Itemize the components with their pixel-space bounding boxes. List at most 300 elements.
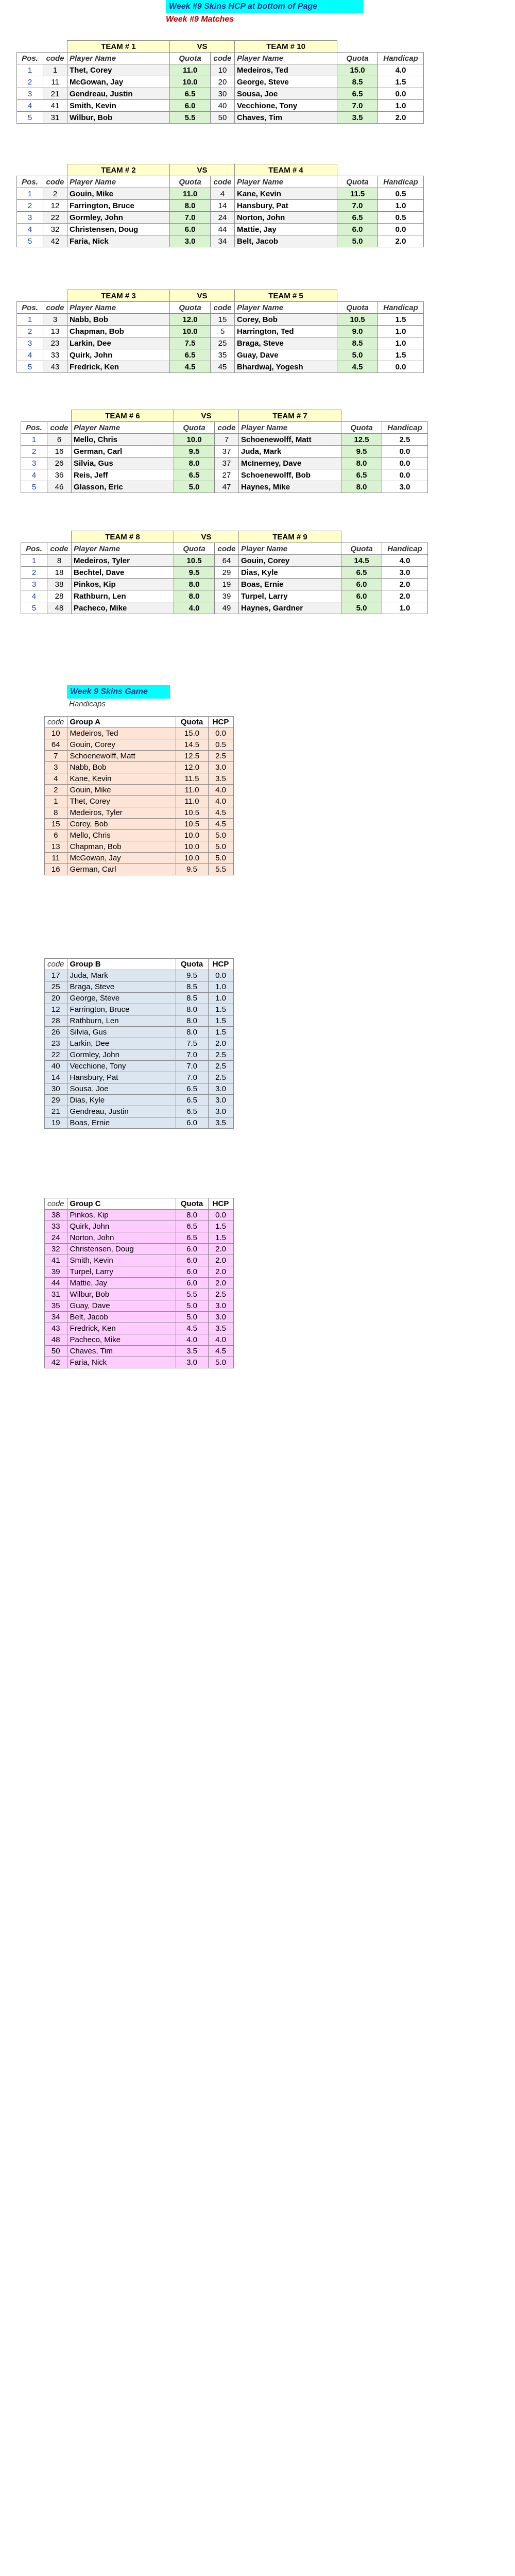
player-code-cell: 19	[215, 579, 239, 590]
code-header: code	[45, 1198, 67, 1210]
player-name-cell: Larkin, Dee	[67, 337, 170, 349]
match-table	[21, 410, 428, 493]
table-row	[45, 762, 234, 773]
quota-cell: 10.5	[176, 819, 208, 830]
pos-header: Pos.	[21, 543, 47, 555]
table-row	[17, 361, 424, 373]
team-left-label: TEAM # 2	[67, 164, 170, 176]
player-name-cell: Christensen, Doug	[67, 224, 170, 235]
position-cell: 2	[17, 76, 43, 88]
table-row	[45, 1083, 234, 1095]
quota-cell: 4.5	[176, 1323, 208, 1334]
player-code-cell: 38	[45, 1210, 67, 1221]
group-name: Group A	[67, 717, 176, 728]
quota-cell: 8.5	[176, 981, 208, 993]
player-name-cell: Fredrick, Ken	[67, 361, 170, 373]
table-row	[21, 457, 428, 469]
player-code-cell: 34	[45, 1312, 67, 1323]
quota-cell: 10.5	[176, 807, 208, 819]
player-name-cell: Gendreau, Justin	[67, 1106, 176, 1117]
hcp-cell: 2.5	[208, 751, 233, 762]
player-name-cell: Chapman, Bob	[67, 326, 170, 337]
player-code-cell: 43	[45, 1323, 67, 1334]
player-name-cell: Boas, Ernie	[239, 579, 341, 590]
quota-cell: 12.5	[176, 751, 208, 762]
player-name-cell: George, Steve	[67, 993, 176, 1004]
blank-cell	[21, 531, 72, 543]
table-row	[45, 970, 234, 981]
hcp-cell: 1.5	[208, 1015, 233, 1027]
player-name-cell: Schoenewolff, Matt	[67, 751, 176, 762]
position-cell: 3	[21, 579, 47, 590]
player-code-cell: 29	[45, 1095, 67, 1106]
table-row	[45, 1210, 234, 1221]
player-code-cell: 48	[45, 1334, 67, 1346]
player-name-cell: Gouin, Corey	[67, 739, 176, 751]
team-right-label: TEAM # 9	[239, 531, 341, 543]
player-name-cell: Wilbur, Bob	[67, 112, 170, 124]
blank-cell	[17, 164, 67, 176]
name-header: Player Name	[67, 53, 170, 64]
handicap-cell: 0.5	[378, 188, 424, 200]
player-code-cell: 4	[211, 188, 235, 200]
player-code-cell: 21	[43, 88, 67, 100]
handicap-cell: 4.0	[378, 64, 424, 76]
quota-cell: 10.0	[176, 841, 208, 853]
player-name-cell: Gormley, John	[67, 212, 170, 224]
player-name-cell: Thet, Corey	[67, 796, 176, 807]
quota-cell: 5.0	[337, 349, 378, 361]
hcp-cell: 4.0	[208, 785, 233, 796]
quota-cell: 7.0	[176, 1072, 208, 1083]
player-name-cell: Mattie, Jay	[235, 224, 337, 235]
player-code-cell: 10	[211, 64, 235, 76]
quota-cell: 6.5	[176, 1106, 208, 1117]
player-code-cell: 6	[45, 830, 67, 841]
table-row	[45, 830, 234, 841]
player-name-cell: Harrington, Ted	[235, 326, 337, 337]
quota-cell: 6.5	[174, 469, 215, 481]
handicap-cell: 0.0	[382, 446, 428, 457]
player-code-cell: 18	[47, 567, 72, 579]
player-code-cell: 19	[45, 1117, 67, 1129]
table-row	[17, 235, 424, 247]
position-cell: 1	[17, 64, 43, 76]
position-cell: 3	[17, 88, 43, 100]
position-cell: 4	[21, 590, 47, 602]
quota-cell: 7.0	[176, 1049, 208, 1061]
handicap-cell: 0.5	[378, 212, 424, 224]
table-row	[45, 796, 234, 807]
quota-cell: 5.0	[337, 235, 378, 247]
quota-cell: 15.0	[337, 64, 378, 76]
hcp-cell: 4.0	[208, 1334, 233, 1346]
player-code-cell: 26	[45, 1027, 67, 1038]
player-code-cell: 13	[45, 841, 67, 853]
position-cell: 1	[17, 314, 43, 326]
player-name-cell: Medeiros, Tyler	[67, 807, 176, 819]
player-code-cell: 41	[43, 100, 67, 112]
team-header-row	[21, 410, 428, 422]
quota-cell: 4.0	[174, 602, 215, 614]
player-code-cell: 24	[211, 212, 235, 224]
quota-cell: 8.0	[176, 1015, 208, 1027]
hcp-header: HCP	[208, 717, 233, 728]
handicap-cell: 1.0	[382, 602, 428, 614]
player-name-cell: Pinkos, Kip	[67, 1210, 176, 1221]
player-code-cell: 30	[211, 88, 235, 100]
group-header-row	[45, 717, 234, 728]
quota-header: Quota	[341, 422, 382, 434]
player-code-cell: 31	[43, 112, 67, 124]
match-table	[16, 164, 424, 247]
table-row	[21, 602, 428, 614]
player-name-cell: Norton, John	[235, 212, 337, 224]
quota-cell: 6.5	[337, 212, 378, 224]
blank-cell	[337, 290, 424, 302]
player-code-cell: 35	[211, 349, 235, 361]
quota-cell: 6.0	[176, 1266, 208, 1278]
table-row	[45, 1232, 234, 1244]
quota-header: Quota	[337, 53, 378, 64]
quota-cell: 9.5	[176, 970, 208, 981]
handicap-cell: 2.0	[382, 590, 428, 602]
quota-cell: 11.0	[176, 796, 208, 807]
player-code-cell: 43	[43, 361, 67, 373]
group-name: Group C	[67, 1198, 176, 1210]
hcp-cell: 1.5	[208, 1027, 233, 1038]
hcp-cell: 3.0	[208, 1312, 233, 1323]
player-name-cell: Sousa, Joe	[235, 88, 337, 100]
player-name-cell: Kane, Kevin	[67, 773, 176, 785]
match-table	[21, 531, 428, 614]
quota-cell: 4.0	[176, 1334, 208, 1346]
blank-cell	[17, 290, 67, 302]
player-name-cell: Kane, Kevin	[235, 188, 337, 200]
player-name-cell: Silvia, Gus	[67, 1027, 176, 1038]
player-code-cell: 41	[45, 1255, 67, 1266]
player-name-cell: Nabb, Bob	[67, 762, 176, 773]
player-name-cell: Chaves, Tim	[67, 1346, 176, 1357]
code-header: code	[215, 543, 239, 555]
hcp-cell: 0.5	[208, 739, 233, 751]
handicap-header: Handicap	[382, 422, 428, 434]
handicap-cell: 4.0	[382, 555, 428, 567]
player-code-cell: 28	[47, 590, 72, 602]
table-row	[45, 1106, 234, 1117]
table-row	[17, 88, 424, 100]
table-row	[45, 773, 234, 785]
quota-cell: 10.5	[174, 555, 215, 567]
player-code-cell: 2	[43, 188, 67, 200]
table-row	[17, 349, 424, 361]
quota-cell: 6.0	[341, 590, 382, 602]
hcp-cell: 2.0	[208, 1255, 233, 1266]
hcp-cell: 5.0	[208, 830, 233, 841]
handicap-cell: 0.0	[378, 224, 424, 235]
hcp-cell: 1.5	[208, 1221, 233, 1232]
hcp-cell: 5.0	[208, 853, 233, 864]
table-row	[17, 200, 424, 212]
quota-cell: 10.5	[337, 314, 378, 326]
player-name-cell: Hansbury, Pat	[235, 200, 337, 212]
quota-cell: 6.5	[337, 88, 378, 100]
player-name-cell: McInerney, Dave	[239, 457, 341, 469]
player-code-cell: 37	[215, 446, 239, 457]
quota-cell: 6.5	[176, 1221, 208, 1232]
position-cell: 1	[21, 434, 47, 446]
table-row	[45, 1049, 234, 1061]
player-code-cell: 39	[45, 1266, 67, 1278]
quota-cell: 7.0	[170, 212, 211, 224]
quota-cell: 10.0	[170, 76, 211, 88]
player-name-cell: Mattie, Jay	[67, 1278, 176, 1289]
handicap-cell: 1.0	[378, 326, 424, 337]
team-right-label: TEAM # 10	[235, 41, 337, 53]
player-code-cell: 16	[47, 446, 72, 457]
quota-cell: 9.5	[174, 567, 215, 579]
handicap-cell: 1.0	[378, 337, 424, 349]
table-row	[21, 567, 428, 579]
player-name-cell: Belt, Jacob	[235, 235, 337, 247]
code-header: code	[43, 176, 67, 188]
player-name-cell: Sousa, Joe	[67, 1083, 176, 1095]
player-name-cell: Schoenewolff, Bob	[239, 469, 341, 481]
hcp-header: HCP	[208, 959, 233, 970]
table-row	[45, 1095, 234, 1106]
handicap-cell: 2.0	[378, 235, 424, 247]
table-row	[45, 1346, 234, 1357]
hcp-cell: 0.0	[208, 1210, 233, 1221]
player-name-cell: Medeiros, Ted	[235, 64, 337, 76]
quota-cell: 9.0	[337, 326, 378, 337]
player-name-cell: Gormley, John	[67, 1049, 176, 1061]
position-cell: 5	[17, 361, 43, 373]
player-name-cell: McGowan, Jay	[67, 76, 170, 88]
hcp-cell: 1.0	[208, 993, 233, 1004]
player-code-cell: 6	[47, 434, 72, 446]
player-name-cell: Medeiros, Tyler	[72, 555, 174, 567]
player-name-cell: Rathburn, Len	[67, 1015, 176, 1027]
player-name-cell: Larkin, Dee	[67, 1038, 176, 1049]
table-row	[17, 188, 424, 200]
player-code-cell: 11	[45, 853, 67, 864]
player-name-cell: Braga, Steve	[235, 337, 337, 349]
hcp-cell: 1.5	[208, 1232, 233, 1244]
quota-cell: 12.0	[170, 314, 211, 326]
player-code-cell: 8	[45, 807, 67, 819]
player-code-cell: 23	[43, 337, 67, 349]
quota-header: Quota	[341, 543, 382, 555]
quota-cell: 5.5	[176, 1289, 208, 1300]
hcp-cell: 3.0	[208, 1106, 233, 1117]
skins-subtitle: Handicaps	[69, 700, 106, 708]
handicap-header: Handicap	[382, 543, 428, 555]
player-code-cell: 25	[211, 337, 235, 349]
column-header-row	[17, 176, 424, 188]
player-code-cell: 8	[47, 555, 72, 567]
player-code-cell: 30	[45, 1083, 67, 1095]
player-code-cell: 42	[45, 1357, 67, 1368]
table-row	[45, 1357, 234, 1368]
quota-cell: 8.0	[341, 457, 382, 469]
table-row	[17, 212, 424, 224]
player-name-cell: Pacheco, Mike	[72, 602, 174, 614]
vs-label: VS	[174, 410, 239, 422]
quota-cell: 15.0	[176, 728, 208, 739]
player-name-cell: Pinkos, Kip	[72, 579, 174, 590]
position-cell: 5	[21, 602, 47, 614]
table-row	[45, 993, 234, 1004]
player-name-cell: McGowan, Jay	[67, 853, 176, 864]
team-header-row	[17, 41, 424, 53]
table-row	[45, 728, 234, 739]
handicap-header: Handicap	[378, 302, 424, 314]
position-cell: 2	[21, 446, 47, 457]
table-row	[17, 326, 424, 337]
group-header-row	[45, 1198, 234, 1210]
team-header-row	[17, 290, 424, 302]
quota-cell: 3.5	[176, 1346, 208, 1357]
handicap-cell: 2.5	[382, 434, 428, 446]
handicap-cell: 1.5	[378, 349, 424, 361]
table-row	[45, 981, 234, 993]
player-code-cell: 14	[45, 1072, 67, 1083]
position-cell: 2	[17, 200, 43, 212]
quota-cell: 3.0	[176, 1357, 208, 1368]
player-code-cell: 16	[45, 864, 67, 875]
player-name-cell: Belt, Jacob	[67, 1312, 176, 1323]
table-row	[45, 1334, 234, 1346]
player-code-cell: 28	[45, 1015, 67, 1027]
player-name-cell: German, Carl	[72, 446, 174, 457]
player-name-cell: Wilbur, Bob	[67, 1289, 176, 1300]
player-name-cell: Vecchione, Tony	[67, 1061, 176, 1072]
hcp-cell: 0.0	[208, 970, 233, 981]
skins-group-table	[44, 716, 234, 875]
quota-cell: 14.5	[341, 555, 382, 567]
player-code-cell: 45	[211, 361, 235, 373]
quota-cell: 5.0	[341, 602, 382, 614]
position-cell: 3	[17, 337, 43, 349]
player-name-cell: Bechtel, Dave	[72, 567, 174, 579]
handicap-cell: 1.0	[378, 200, 424, 212]
handicap-cell: 0.0	[382, 469, 428, 481]
quota-cell: 6.0	[170, 224, 211, 235]
quota-header: Quota	[176, 959, 208, 970]
quota-cell: 5.0	[176, 1300, 208, 1312]
hcp-cell: 5.0	[208, 1357, 233, 1368]
name-header: Player Name	[72, 422, 174, 434]
table-row	[17, 314, 424, 326]
match-table	[16, 40, 424, 124]
table-row	[21, 555, 428, 567]
team-right-label: TEAM # 7	[239, 410, 341, 422]
quota-cell: 8.5	[337, 337, 378, 349]
table-row	[17, 76, 424, 88]
player-code-cell: 4	[45, 773, 67, 785]
player-name-cell: Smith, Kevin	[67, 100, 170, 112]
quota-header: Quota	[170, 302, 211, 314]
table-row	[45, 1117, 234, 1129]
hcp-cell: 0.0	[208, 728, 233, 739]
handicap-cell: 0.0	[382, 457, 428, 469]
blank-cell	[21, 410, 72, 422]
player-code-cell: 27	[215, 469, 239, 481]
player-name-cell: Reis, Jeff	[72, 469, 174, 481]
position-cell: 3	[17, 212, 43, 224]
table-row	[45, 819, 234, 830]
player-name-cell: Guay, Dave	[235, 349, 337, 361]
code-header: code	[211, 302, 235, 314]
handicap-cell: 1.5	[378, 76, 424, 88]
table-row	[17, 337, 424, 349]
team-right-label: TEAM # 4	[235, 164, 337, 176]
player-name-cell: Boas, Ernie	[67, 1117, 176, 1129]
page-subtitle: Week #9 Matches	[166, 15, 234, 24]
player-code-cell: 48	[47, 602, 72, 614]
player-name-cell: Chaves, Tim	[235, 112, 337, 124]
quota-cell: 10.0	[176, 830, 208, 841]
handicap-cell: 0.0	[378, 88, 424, 100]
quota-cell: 5.0	[174, 481, 215, 493]
player-code-cell: 44	[45, 1278, 67, 1289]
table-row	[45, 1266, 234, 1278]
name-header: Player Name	[235, 53, 337, 64]
player-code-cell: 42	[43, 235, 67, 247]
quota-cell: 5.0	[176, 1312, 208, 1323]
player-name-cell: Gouin, Mike	[67, 188, 170, 200]
player-code-cell: 24	[45, 1232, 67, 1244]
quota-cell: 7.5	[176, 1038, 208, 1049]
player-name-cell: Pacheco, Mike	[67, 1334, 176, 1346]
player-name-cell: Thet, Corey	[67, 64, 170, 76]
pos-header: Pos.	[17, 176, 43, 188]
quota-cell: 12.5	[341, 434, 382, 446]
player-name-cell: Gouin, Mike	[67, 785, 176, 796]
name-header: Player Name	[239, 543, 341, 555]
team-left-label: TEAM # 6	[72, 410, 174, 422]
quota-cell: 7.0	[337, 100, 378, 112]
quota-cell: 6.0	[170, 100, 211, 112]
page-title: Week #9 Skins HCP at bottom of Page	[166, 0, 364, 13]
pos-header: Pos.	[17, 53, 43, 64]
player-name-cell: Corey, Bob	[67, 819, 176, 830]
player-name-cell: Farrington, Bruce	[67, 200, 170, 212]
quota-header: Quota	[170, 176, 211, 188]
player-code-cell: 34	[211, 235, 235, 247]
table-row	[45, 1015, 234, 1027]
table-row	[17, 64, 424, 76]
table-row	[21, 590, 428, 602]
hcp-cell: 3.0	[208, 1095, 233, 1106]
code-header: code	[43, 302, 67, 314]
player-name-cell: Turpel, Larry	[239, 590, 341, 602]
player-code-cell: 49	[215, 602, 239, 614]
table-row	[21, 446, 428, 457]
player-name-cell: Quirk, John	[67, 349, 170, 361]
quota-cell: 6.0	[341, 579, 382, 590]
player-name-cell: Rathburn, Len	[72, 590, 174, 602]
vs-label: VS	[170, 290, 235, 302]
quota-header: Quota	[174, 422, 215, 434]
quota-cell: 8.0	[341, 481, 382, 493]
hcp-cell: 3.5	[208, 1323, 233, 1334]
quota-header: Quota	[174, 543, 215, 555]
player-code-cell: 22	[43, 212, 67, 224]
quota-cell: 11.5	[337, 188, 378, 200]
quota-cell: 6.0	[176, 1244, 208, 1255]
